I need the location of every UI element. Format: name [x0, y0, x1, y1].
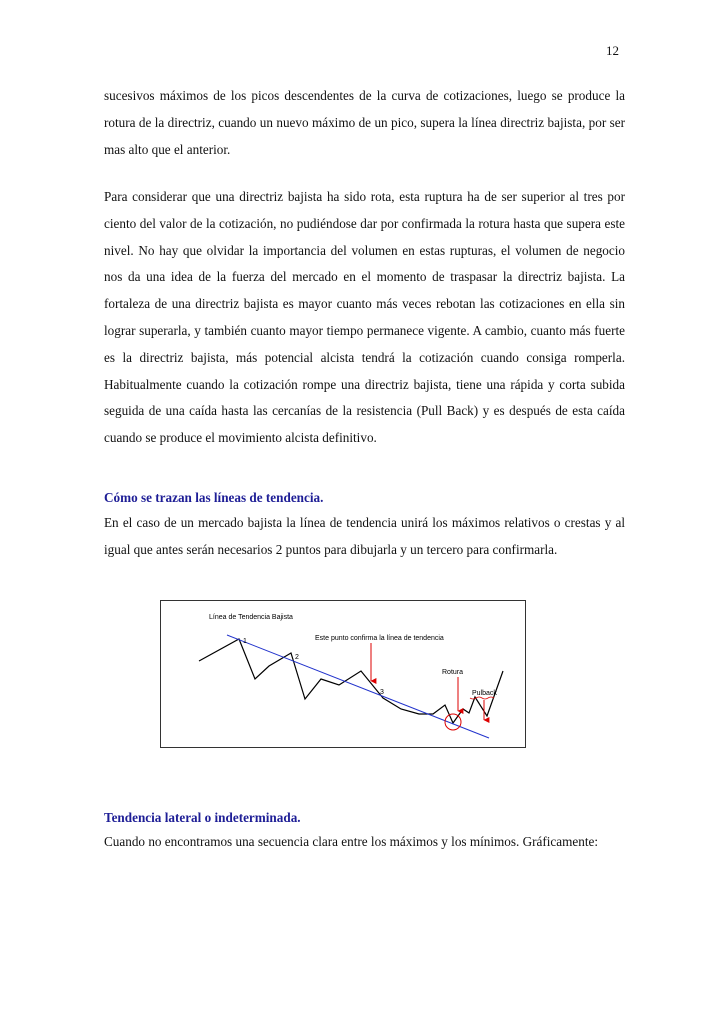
page-number: 12 [606, 43, 619, 58]
rotura-label: Rotura [442, 669, 464, 676]
pullback-underline [470, 697, 494, 699]
paragraph-trendlines: En el caso de un mercado bajista la línea de tendencia unirá los máximos relativos o crestas y al igual que antes serán necesarios 2 puntos para dibujarla y un tercero para confirmarla. [104, 515, 625, 557]
point-label-1: 1 [243, 638, 247, 645]
figure-title: Línea de Tendencia Bajista [209, 614, 293, 621]
price-line [199, 639, 503, 723]
paragraph-trend-break: Para considerar que una directriz bajista ha sido rota, esta ruptura ha de ser superior al tres por ciento del valor de la cotización, no pudiéndose dar por confirmada la rotura hasta que supera este nivel. No hay que olvidar la importancia del volumen en estas rupturas, el volumen de negocio nos da una idea de la fuerza del mercado en el momento de traspasar la directriz bajista. La fortaleza de una directriz bajista es mayor cuanto más veces rebotan las cotizaciones en ella sin lograr superarla, y también cuanto mayor tiempo permanece vigente. A cambio, cuanto más fuerte es la directriz bajista, más potencial alcista tendrá la cotización cuando consiga romperla. Habitualmente cuando la cotización rompe una directriz bajista, tiene una rápida y corta subida seguida de una caída hasta las cercanías de la resistencia (Pull Back) y es después de esta caída cuando se produce el movimiento alcista definitivo. [104, 189, 625, 446]
point-label-3: 3 [380, 689, 384, 696]
trend-line [227, 635, 489, 738]
section-heading-trendlines: Cómo se trazan las líneas de tendencia. [104, 490, 324, 505]
confirm-label: Este punto confirma la línea de tendencia [315, 635, 444, 642]
point-label-2: 2 [295, 654, 299, 661]
downtrend-chart [161, 601, 525, 747]
paragraph-continuation: sucesivos máximos de los picos descendentes de la curva de cotizaciones, luego se produce la rotura de la directriz, cuando un nuevo máximo de un pico, supera la línea directriz bajista, por ser mas alto que el anterior. [104, 88, 625, 157]
pullback-label: Pulback [472, 690, 497, 697]
downtrend-figure [160, 600, 526, 748]
paragraph-lateral: Cuando no encontramos una secuencia clara entre los máximos y los mínimos. Gráficamente: [104, 834, 599, 849]
section-heading-lateral: Tendencia lateral o indeterminada. [104, 810, 301, 825]
